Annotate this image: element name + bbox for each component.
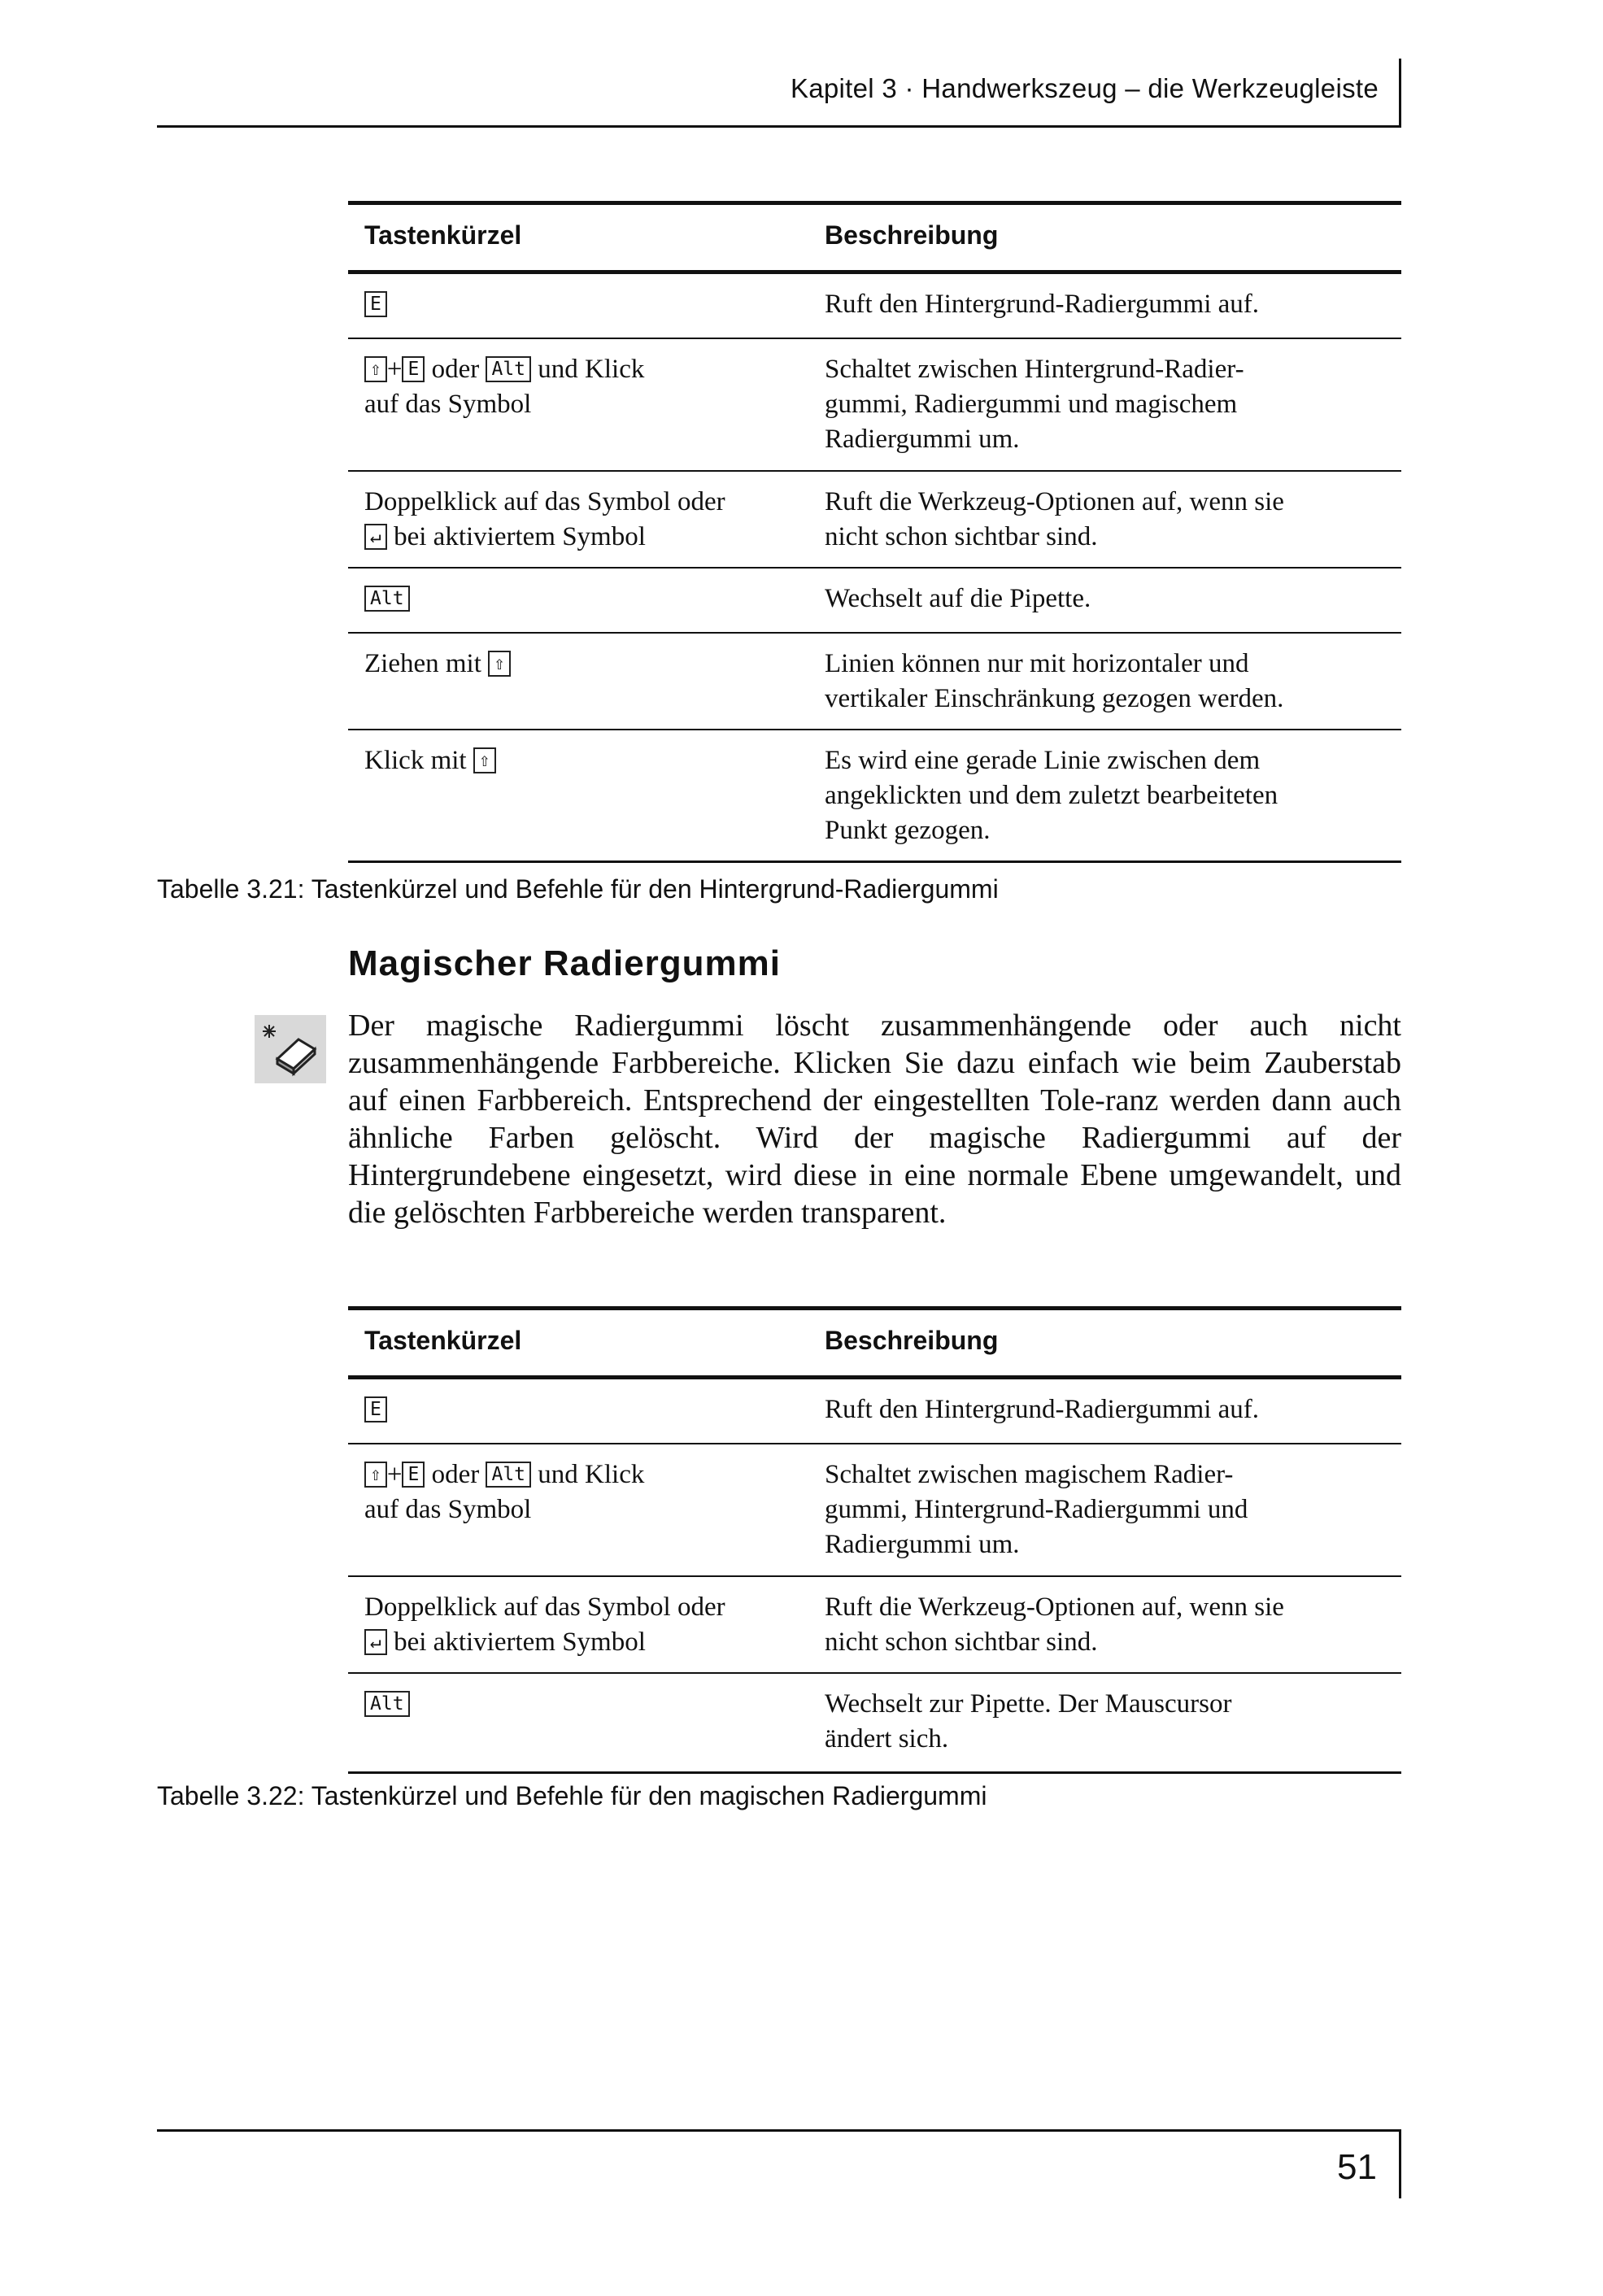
table-row [348, 634, 1401, 730]
shortcut-cell [364, 1392, 804, 1427]
key-e-icon: E [364, 291, 387, 317]
table-row [348, 1674, 1401, 1774]
footer-vertical-bar [1399, 2129, 1401, 2198]
footer-rule [157, 2129, 1401, 2132]
description-cell [825, 485, 1394, 555]
description-line: nicht schon sichtbar sind. [825, 522, 1098, 551]
key-enter-icon: ↵ [364, 524, 387, 550]
page-number: 51 [1337, 2147, 1377, 2187]
description-line: Radiergummi um. [825, 425, 1020, 454]
shortcut-cell [364, 1590, 804, 1660]
description-line: Schaltet zwischen magischem Radier- [825, 1460, 1234, 1489]
text-active-symbol: bei aktiviertem Symbol [394, 1627, 646, 1657]
shortcut-cell [364, 647, 804, 682]
plus-sign: + [386, 355, 403, 384]
description-cell: Ruft den Hintergrund-Radiergummi auf. [825, 290, 1260, 319]
description-line: vertikaler Einschränkung gezogen werden. [825, 684, 1284, 713]
table-row [348, 1577, 1401, 1674]
page-footer [157, 2129, 1401, 2198]
description-line: Es wird eine gerade Linie zwischen dem [825, 746, 1261, 775]
shortcut-cell [364, 582, 804, 616]
shortcut-cell [364, 352, 804, 422]
text-double-click: Doppelklick auf das Symbol oder [364, 487, 725, 516]
table-row [348, 730, 1401, 863]
text-click: und Klick [538, 1460, 645, 1489]
text-double-click: Doppelklick auf das Symbol oder [364, 1592, 725, 1622]
table-row [348, 472, 1401, 569]
shortcut-cell [364, 1687, 804, 1722]
key-shift-icon: ⇧ [364, 356, 387, 382]
shortcut-cell [364, 1457, 804, 1527]
description-cell [825, 352, 1394, 457]
table-header [348, 201, 1401, 274]
key-e-icon: E [402, 356, 425, 382]
description-line: ändert sich. [825, 1724, 949, 1754]
section-paragraph: Der magische Radiergummi löscht zusammenhängende oder auch nicht zusammenhängende Farbbereiche. Klicken Sie dazu einfach wie beim Zauberstab auf einen Farbbereich. Entsprechend der eingestellten Tole-ranz werden dann auch ähnliche Farben gelöscht. Wird der magische Radiergummi auf der Hintergrundebene eingesetzt, wird diese in eine normale Ebene umgewandelt, und die gelöschten Farbbereiche werden transparent. [348, 1009, 1401, 1230]
table-row [348, 1379, 1401, 1444]
description-line: Wechselt zur Pipette. Der Mauscursor [825, 1689, 1232, 1719]
table-caption-3-21: Tabelle 3.21: Tastenkürzel und Befehle für den Hintergrund-Radiergummi [157, 874, 999, 904]
key-e-icon: E [402, 1462, 425, 1488]
description-cell [825, 647, 1394, 717]
description-cell [825, 1687, 1394, 1757]
plus-sign: + [386, 1460, 403, 1489]
key-alt-icon: Alt [364, 1691, 410, 1717]
table-caption-3-22: Tabelle 3.22: Tastenkürzel und Befehle für den magischen Radiergummi [157, 1781, 987, 1810]
description-line: Ruft die Werkzeug-Optionen auf, wenn sie [825, 1592, 1284, 1622]
description-cell [825, 1457, 1394, 1562]
description-line: gummi, Hintergrund-Radiergummi und [825, 1495, 1248, 1524]
running-title: Kapitel 3 · Handwerkszeug – die Werkzeugleiste [790, 73, 1379, 103]
description-line: nicht schon sichtbar sind. [825, 1627, 1098, 1657]
key-e-icon: E [364, 1396, 387, 1422]
column-header-description: Beschreibung [825, 1326, 999, 1355]
shortcut-cell [364, 743, 804, 778]
header-vertical-bar [1399, 59, 1401, 128]
shortcut-cell [364, 485, 804, 555]
key-shift-icon: ⇧ [364, 1462, 387, 1488]
description-line: Schaltet zwischen Hintergrund-Radier- [825, 355, 1244, 384]
column-header-description: Beschreibung [825, 220, 999, 250]
description-line: Linien können nur mit horizontaler und [825, 649, 1249, 678]
table-header [348, 1306, 1401, 1379]
table-row [348, 274, 1401, 339]
description-line: Punkt gezogen. [825, 816, 991, 845]
description-line: Radiergummi um. [825, 1530, 1020, 1559]
description-line: Ruft die Werkzeug-Optionen auf, wenn sie [825, 487, 1284, 516]
key-shift-icon: ⇧ [488, 651, 511, 677]
shortcut-table-magic-eraser [348, 1306, 1401, 1774]
key-alt-icon: Alt [486, 1462, 531, 1488]
table-row [348, 569, 1401, 634]
table-row [348, 339, 1401, 472]
key-alt-icon: Alt [486, 356, 531, 382]
key-enter-icon: ↵ [364, 1629, 387, 1655]
key-shift-icon: ⇧ [473, 747, 496, 773]
magic-eraser-icon [255, 1015, 326, 1083]
text-click-with: Klick mit [364, 746, 467, 775]
key-alt-icon: Alt [364, 586, 410, 612]
text-on-symbol: auf das Symbol [364, 390, 532, 419]
shortcut-cell [364, 287, 804, 322]
column-header-shortcut: Tastenkürzel [364, 220, 522, 250]
description-cell [825, 1590, 1394, 1660]
description-cell: Wechselt auf die Pipette. [825, 584, 1091, 613]
header-rule [157, 125, 1401, 128]
section-heading: Magischer Radiergummi [348, 943, 782, 983]
text-or: oder [431, 1460, 480, 1489]
text-drag-with: Ziehen mit [364, 649, 481, 678]
description-line: angeklickten und dem zuletzt bearbeiteten [825, 781, 1278, 810]
description-cell [825, 743, 1394, 848]
text-on-symbol: auf das Symbol [364, 1495, 532, 1524]
shortcut-table-background-eraser [348, 201, 1401, 863]
text-active-symbol: bei aktiviertem Symbol [394, 522, 646, 551]
description-cell: Ruft den Hintergrund-Radiergummi auf. [825, 1395, 1260, 1424]
text-click: und Klick [538, 355, 645, 384]
description-line: gummi, Radiergummi und magischem [825, 390, 1238, 419]
page-header [157, 59, 1401, 128]
table-row [348, 1444, 1401, 1577]
text-or: oder [431, 355, 480, 384]
column-header-shortcut: Tastenkürzel [364, 1326, 522, 1355]
